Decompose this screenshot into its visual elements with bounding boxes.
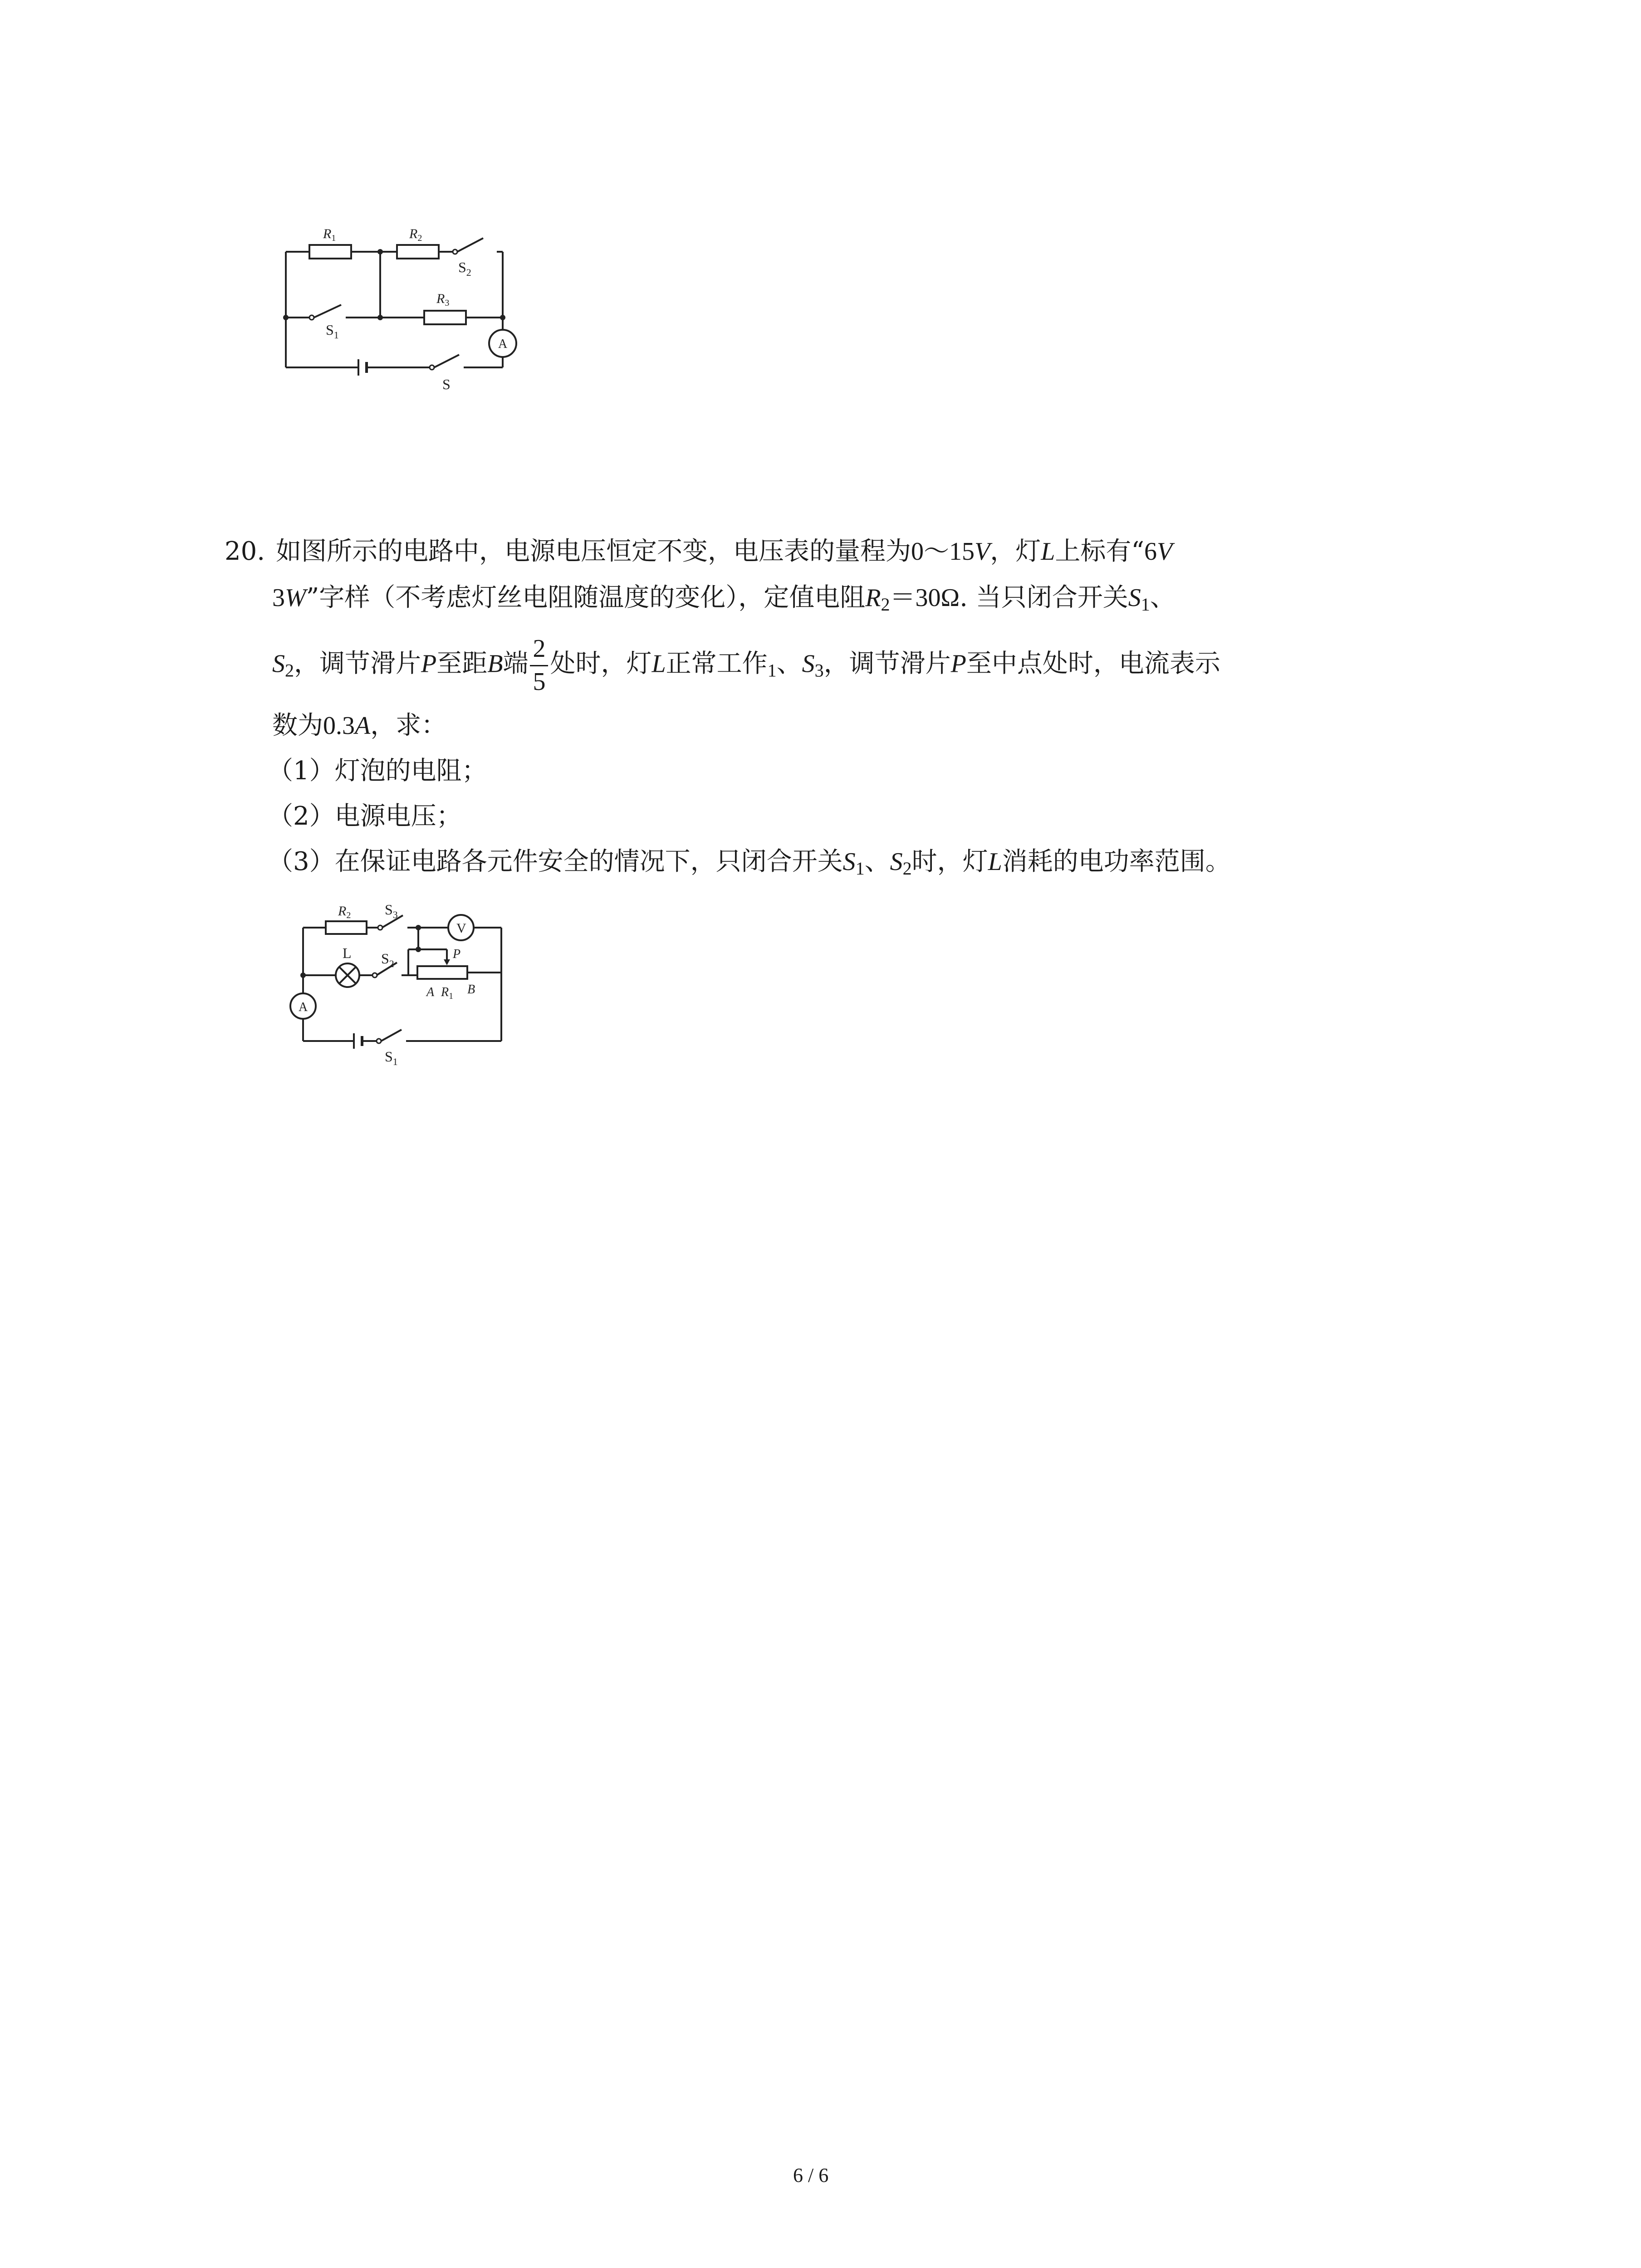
label-r1: $R_1$	[441, 985, 454, 1001]
label-ammeter: A	[498, 337, 508, 351]
label-r2: $R_2$	[338, 904, 351, 920]
junction-dot	[416, 925, 421, 930]
label-r2: $R_2$	[409, 226, 422, 243]
question-line-3: $S_2$，调节滑片P至距B端 $\frac{2}{5}$ 处时，灯L正常工作$_1$、$S_3$，调节滑片P至中点处时，电流表示	[272, 635, 1220, 696]
label-a-end: A	[426, 985, 435, 999]
label-p: P	[453, 947, 461, 961]
question-number: 20.	[225, 537, 265, 566]
sub-question-3: （3）在保证电路各元件安全的情况下，只闭合开关$S_1$、$S_2$时，灯L消耗的电功率范围。	[268, 847, 1231, 879]
resistor-r2	[326, 921, 367, 934]
slider-p-arrow	[444, 959, 450, 965]
switch-s1	[381, 1030, 402, 1041]
label-s1: $S_1$	[326, 322, 339, 341]
question-line-1: 如图所示的电路中，电源电压恒定不变，电压表的量程为0～15V，灯L上标有“6V	[276, 537, 1173, 566]
label-s1: $S_1$	[385, 1048, 398, 1067]
switch-contact	[309, 315, 314, 320]
junction-dot	[283, 315, 289, 320]
label-b-end: B	[467, 982, 475, 997]
fraction-two-fifths: $\frac{2}{5}$	[530, 635, 548, 696]
battery	[358, 359, 367, 376]
label-s2: $S_2$	[458, 259, 471, 278]
sub-question-2: （2）电源电压；	[268, 802, 462, 831]
question-line-4: 数为0.3A，求：	[272, 711, 447, 740]
resistor-r2	[397, 245, 439, 259]
resistor-r1	[309, 245, 351, 259]
switch-contact	[453, 249, 457, 254]
label-v: V	[456, 921, 466, 936]
switch-s	[434, 355, 459, 367]
switch-contact	[378, 925, 382, 930]
sub-question-1: （1）灯泡的电阻；	[268, 756, 487, 786]
label-s3: $S_3$	[385, 901, 398, 920]
junction-dot	[500, 315, 505, 320]
switch-contact	[430, 365, 434, 370]
question-line-2: 3W”字样（不考虑灯丝电阻随温度的变化），定值电阻$R_2=30\Omega$. 当只闭合开关$S_1$、	[272, 583, 1176, 615]
junction-dot	[377, 315, 383, 320]
junction-dot	[377, 249, 383, 254]
switch-s1	[314, 305, 341, 318]
rheostat-r1	[417, 966, 467, 979]
resistor-r3	[424, 311, 466, 324]
circuit-figure-1	[272, 213, 526, 404]
label-ammeter: A	[299, 1000, 308, 1014]
circuit-figure-2	[277, 889, 513, 1070]
label-s2: $S_2$	[381, 950, 394, 969]
switch-s2	[457, 238, 483, 252]
switch-contact	[377, 1039, 381, 1043]
label-l: L	[343, 945, 352, 961]
page-number: 6 / 6	[793, 2164, 829, 2186]
switch-contact	[372, 973, 377, 978]
label-r1: $R_1$	[323, 226, 336, 243]
label-s: S	[442, 376, 451, 392]
junction-dot	[300, 973, 306, 978]
junction-dot	[416, 947, 421, 952]
label-r3: $R_3$	[436, 291, 450, 308]
battery	[354, 1033, 362, 1049]
